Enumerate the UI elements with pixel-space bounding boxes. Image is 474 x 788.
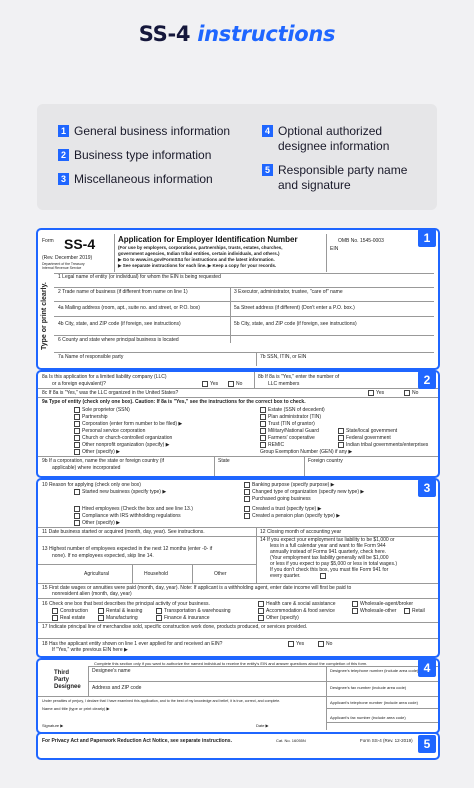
section-badge-4: 4 [418, 659, 436, 677]
entity-checkbox[interactable] [74, 428, 80, 434]
line-8b: 8b If 8a is "Yes," enter the number of [258, 374, 340, 380]
label-state: State [218, 458, 230, 464]
entity-right-4: Military/National Guard [268, 428, 319, 434]
form-section-2 [36, 370, 440, 478]
omb-number: OMB No. 1545-0003 [338, 238, 384, 244]
reason-left-3: Compliance with IRS withholding regulations [82, 513, 181, 519]
checkbox-8c-yes[interactable] [368, 390, 374, 396]
entity-left-6: Other nonprofit organization (specify) ▶ [82, 442, 170, 448]
entity-checkbox[interactable] [260, 421, 266, 427]
label-8c-no: No [412, 390, 419, 396]
activity-6: Accommodation & food service [266, 608, 335, 614]
checkbox-18-yes[interactable] [288, 641, 294, 647]
entity-left-4: Personal service corporation [82, 428, 146, 434]
reason-right-5: Created a pension plan (specify type) ▶ [252, 513, 341, 519]
reason-checkbox[interactable] [74, 506, 80, 512]
name-title-field[interactable]: Name and title (type or print clearly) ▶ [42, 706, 110, 711]
line-14-4: (Your employment tax liability generally will be $1,000 [270, 555, 389, 561]
entity-checkbox[interactable] [260, 414, 266, 420]
activity-12: Other (specify) [266, 615, 299, 621]
entity-checkbox[interactable] [260, 435, 266, 441]
label-designee: Designee [54, 684, 81, 690]
entity-checkbox[interactable] [74, 407, 80, 413]
field-line-6[interactable]: 6 County and state where principal business is located [58, 337, 179, 343]
field-line-4b[interactable]: 4b City, state, and ZIP code (if foreign, see instructions) [58, 321, 181, 327]
form-section-5 [36, 732, 440, 760]
form-section-1 [36, 228, 440, 370]
activity-1: Health care & social assistance [266, 601, 336, 607]
form-sub-4: ▶ See separate instructions for each line. ▶ Keep a copy for your records. [118, 263, 277, 268]
line-8b-cont: LLC members [268, 381, 300, 387]
entity-right-6: REMIC [268, 442, 285, 448]
activity-checkbox[interactable] [258, 608, 264, 614]
label-8a-yes: Yes [210, 381, 219, 387]
section-badge-2: 2 [418, 371, 436, 389]
activity-checkbox[interactable] [258, 615, 264, 621]
entity-right-5: Farmers' cooperative [268, 435, 315, 441]
label-8c-yes: Yes [376, 390, 385, 396]
ein-label: EIN [330, 246, 339, 252]
label-other: Other [214, 571, 227, 577]
label-8a-no: No [236, 381, 243, 387]
form-revision: (Rev. December 2019) [42, 255, 93, 261]
line-14-2: less in a full calendar year and want to file Form 944 [270, 543, 386, 549]
form-sub-1: (For use by employers, corporations, partnerships, trusts, estates, churches, [118, 245, 283, 250]
section-badge-3: 3 [418, 479, 436, 497]
entity-checkbox[interactable] [260, 407, 266, 413]
legend-item-1: General business information [74, 124, 231, 138]
line-10: 10 Reason for applying (check only one box) [42, 482, 141, 488]
entity-checkbox[interactable] [338, 428, 344, 434]
reason-checkbox[interactable] [244, 482, 250, 488]
entity-checkbox[interactable] [338, 442, 344, 448]
side-note: Type or print clearly. [41, 282, 48, 350]
activity-9: Real estate [60, 615, 86, 621]
reason-checkbox[interactable] [74, 520, 80, 526]
reason-left-1: Started new business (specify type) ▶ [82, 489, 167, 495]
activity-checkbox[interactable] [52, 608, 58, 614]
entity-checkbox[interactable] [338, 435, 344, 441]
designee-phone-field[interactable]: Designee's telephone number (include area code) [330, 668, 419, 673]
reason-left-2: Hired employees (Check the box and see line 13.) [82, 506, 193, 512]
field-line-4a[interactable]: 4a Mailing address (room, apt., suite no. and street, or P.O. box) [58, 305, 200, 311]
activity-10: Manufacturing [106, 615, 138, 621]
line-13: 13 Highest number of employees expected in the next 12 months (enter -0- if [42, 546, 213, 552]
designee-intro: Complete this section only if you want to authorize the named individual to receive the entity's EIN and answer questions about the completion of this form. [94, 661, 368, 666]
line-9b-cont: applicable) where incorporated [52, 465, 121, 471]
checkbox-8a-yes[interactable] [202, 381, 208, 387]
line-16: 16 Check one box that best describes the principal activity of your business. [42, 601, 210, 607]
form-number: SS-4 [64, 236, 96, 252]
activity-checkbox[interactable] [98, 608, 104, 614]
activity-4: Rental & leasing [106, 608, 143, 614]
legend-badge-3: 3 [58, 173, 69, 185]
reason-right-4: Created a trust (specify type) ▶ [252, 506, 322, 512]
line-11: 11 Date business started or acquired (month, day, year). See instructions. [42, 529, 205, 535]
entity-right-3: Trust (TIN of grantor) [268, 421, 315, 427]
designee-fax-field[interactable]: Designee's fax number (include area code) [330, 685, 407, 690]
field-line-2[interactable]: 2 Trade name of business (if different from name on line 1) [58, 289, 188, 295]
activity-checkbox[interactable] [352, 608, 358, 614]
line-18-cont: If "Yes," write previous EIN here ▶ [52, 647, 128, 653]
privacy-notice: For Privacy Act and Paperwork Reduction Act Notice, see separate instructions. [42, 738, 232, 744]
legend-badge-4: 4 [262, 125, 273, 137]
designee-name-field[interactable]: Designee's name [92, 668, 131, 674]
line-12: 12 Closing month of accounting year [260, 529, 342, 535]
line-14-3: annually instead of Forms 941 quarterly, check here. [270, 549, 387, 555]
form-section-3 [36, 478, 440, 658]
entity-left-3: Corporation (enter form number to be filed) ▶ [82, 421, 183, 427]
reason-checkbox[interactable] [244, 489, 250, 495]
designee-address-field[interactable]: Address and ZIP code [92, 685, 142, 691]
activity-2: Wholesale-agent/broker [360, 601, 414, 607]
field-line-5b[interactable]: 5b City, state, and ZIP code (if foreign, see instructions) [234, 321, 357, 327]
reason-right-3: Purchased going business [252, 496, 311, 502]
reason-right-1: Banking purpose (specify purpose) ▶ [252, 482, 335, 488]
entity-checkbox[interactable] [74, 449, 80, 455]
section-badge-1: 1 [418, 229, 436, 247]
line-8c: 8c If 8a is "Yes," was the LLC organized in the United States? [42, 390, 179, 396]
legend-badge-1: 1 [58, 125, 69, 137]
entity-left-1: Sole proprietor (SSN) [82, 407, 130, 413]
activity-checkbox[interactable] [52, 615, 58, 621]
entity-right-2: Plan administrator (TIN) [268, 414, 322, 420]
activity-checkbox[interactable] [258, 601, 264, 607]
reason-checkbox[interactable] [244, 496, 250, 502]
legend-badge-2: 2 [58, 149, 69, 161]
checkbox-8c-no[interactable] [404, 390, 410, 396]
activity-5: Transportation & warehousing [164, 608, 231, 614]
form-department: Department of the Treasury Internal Revenue Service [42, 262, 85, 270]
label-agricultural: Agricultural [84, 571, 110, 577]
label-party: Party [54, 677, 70, 683]
page-title [0, 22, 474, 46]
title-form-name: SS-4 [138, 22, 191, 46]
entity-right2-1: State/local government [346, 428, 398, 434]
field-line-5a[interactable]: 5a Street address (if different) (Don't enter a P.O. box.) [234, 305, 355, 311]
form-section-4 [36, 658, 440, 734]
date-field[interactable]: Date ▶ [256, 723, 269, 728]
entity-checkbox[interactable] [260, 442, 266, 448]
reason-left-4: Other (specify) ▶ [82, 520, 121, 526]
form-heading: Application for Employer Identification Number [118, 235, 298, 244]
form-revision-footer: Form SS-4 (Rev. 12-2019) [360, 738, 413, 743]
label-18-no: No [326, 641, 333, 647]
legend-item-5: Responsible party name and signature [278, 163, 408, 192]
entity-right2-2: Federal government [346, 435, 391, 441]
line-14-5: or less if you expect to pay $5,000 or less in total wages.) [270, 561, 398, 567]
reason-checkbox[interactable] [74, 489, 80, 495]
checkbox-form-944[interactable] [320, 573, 326, 579]
line-13-cont: none). If no employees expected, skip line 14. [52, 553, 154, 559]
line-18: 18 Has the applicant entity shown on line 1 ever applied for and received an EIN? [42, 641, 223, 647]
checkbox-18-no[interactable] [318, 641, 324, 647]
field-line-7b[interactable]: 7b SSN, ITIN, or EIN [260, 354, 307, 360]
line-8a: 8a Is this application for a limited liability company (LLC) [42, 374, 167, 380]
line-14-6: If you don't check this box, you must file Form 941 for [270, 567, 389, 573]
activity-checkbox[interactable] [156, 615, 162, 621]
field-line-7a[interactable]: 7a Name of responsible party [58, 354, 124, 360]
form-label: Form [42, 238, 54, 244]
reason-checkbox[interactable] [74, 513, 80, 519]
activity-7: Wholesale-other [360, 608, 397, 614]
legend-item-3: Miscellaneous information [74, 172, 213, 186]
form-sub-3: ▶ Go to www.irs.gov/FormSS4 for instructions and the latest information. [118, 257, 275, 262]
legend-badge-5: 5 [262, 164, 273, 176]
legend-item-4: Optional authorized designee information [278, 124, 390, 153]
form-sub-2: government agencies, Indian tribal entities, certain individuals, and others.) [118, 251, 280, 256]
entity-checkbox[interactable] [74, 442, 80, 448]
perjury-statement: Under penalties of perjury, I declare that I have examined this application, and to the best of my knowledge and belief, it is true, correct, and complete. [42, 699, 281, 703]
activity-checkbox[interactable] [156, 608, 162, 614]
activity-checkbox[interactable] [352, 601, 358, 607]
legend-item-2: Business type information [74, 148, 212, 162]
field-line-3[interactable]: 3 Executor, administrator, trustee, "care of" name [234, 289, 343, 295]
entity-left-2: Partnership [82, 414, 108, 420]
entity-right-7: Group Exemption Number (GEN) if any ▶ [260, 449, 353, 455]
label-18-yes: Yes [296, 641, 305, 647]
line-15-cont: nonresident alien (month, day, year) [52, 591, 132, 597]
activity-3: Construction [60, 608, 89, 614]
catalog-number: Cat. No. 16055N [276, 738, 306, 743]
line-17: 17 Indicate principal line of merchandise sold, specific construction work done, products produced, or services provided. [42, 624, 308, 630]
entity-right-1: Estate (SSN of decedent) [268, 407, 325, 413]
entity-right2-3: Indian tribal governments/enterprises [346, 442, 429, 448]
applicant-phone-field[interactable]: Applicant's telephone number (include area code) [330, 700, 418, 705]
reason-checkbox[interactable] [244, 506, 250, 512]
entity-left-5: Church or church-controlled organization [82, 435, 173, 441]
entity-checkbox[interactable] [74, 435, 80, 441]
entity-checkbox[interactable] [74, 421, 80, 427]
label-foreign-country: Foreign country [308, 458, 343, 464]
entity-checkbox[interactable] [74, 414, 80, 420]
line-15: 15 First date wages or annuities were paid (month, day, year). Note: If applicant is a withholding agent, enter date income will first be paid to [42, 585, 352, 591]
line-14-7: every quarter. [270, 573, 301, 579]
reason-checkbox[interactable] [244, 513, 250, 519]
signature-field[interactable]: Signature ▶ [42, 723, 64, 728]
activity-checkbox[interactable] [98, 615, 104, 621]
activity-8: Retail [412, 608, 425, 614]
line-8a-cont: or a foreign equivalent)? [52, 381, 106, 387]
entity-checkbox[interactable] [260, 428, 266, 434]
activity-checkbox[interactable] [404, 608, 410, 614]
title-instructions: instructions [197, 22, 336, 46]
line-9b: 9b If a corporation, name the state or foreign country (if [42, 458, 165, 464]
activity-11: Finance & insurance [164, 615, 210, 621]
line-14-1: 14 If you expect your employment tax liability to be $1,000 or [260, 537, 395, 543]
section-badge-5: 5 [418, 735, 436, 753]
applicant-fax-field[interactable]: Applicant's fax number (include area code) [330, 715, 406, 720]
checkbox-8a-no[interactable] [228, 381, 234, 387]
field-line-1[interactable]: 1 Legal name of entity (or individual) for whom the EIN is being requested [58, 274, 221, 280]
entity-left-7: Other (specify) ▶ [82, 449, 121, 455]
line-9a: 9a Type of entity (check only one box). Caution: If 8a is "Yes," see the instructions for the correct box to check. [42, 399, 306, 405]
legend-panel [37, 104, 437, 210]
label-third: Third [54, 670, 69, 676]
reason-right-2: Changed type of organization (specify new type) ▶ [252, 489, 365, 495]
label-household: Household [144, 571, 168, 577]
